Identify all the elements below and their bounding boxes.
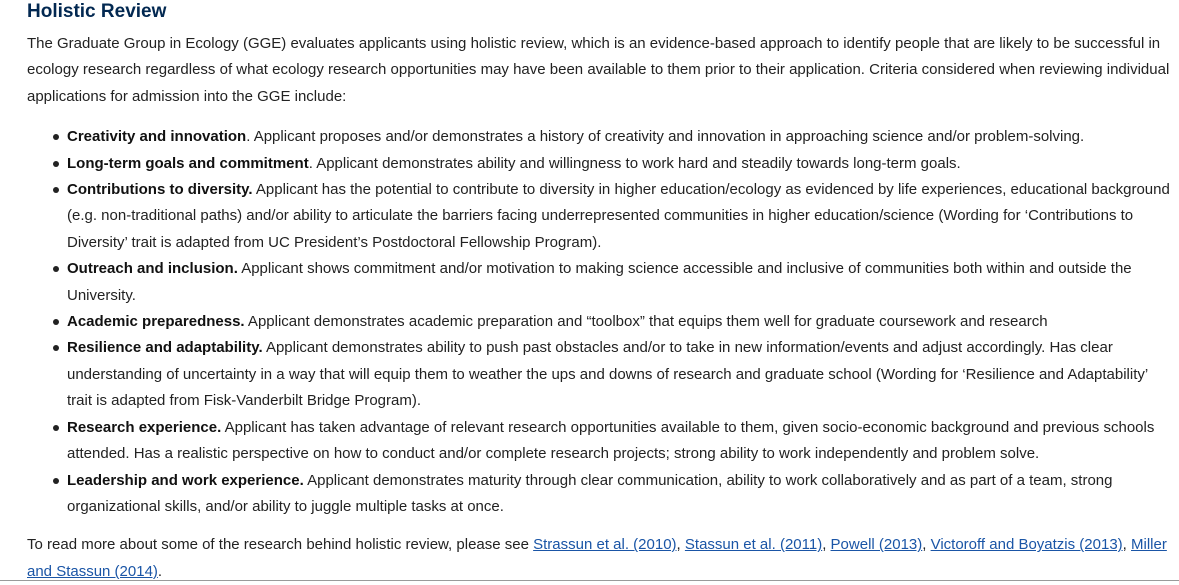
references-end: . [157,562,163,580]
criteria-term: Academic preparedness. [67,313,245,331]
criteria-desc: Applicant has the potential to contribute to diversity in higher education/ecology as evidenced by life experiences, educational background (e.g. non-traditional paths) and/or ability to articulate the barriers facing underrepresented communities in higher education/science (Wording for ‘Contributions to Diversity’ trait is adapted from UC President’s Postdoctoral Fellowship Program). [67,181,1170,251]
criteria-term: Outreach and inclusion. [67,260,238,278]
criteria-item-diversity [67,177,1172,256]
criteria-term: Leadership and work experience. [67,471,304,489]
criteria-term: Contributions to diversity. [67,181,253,199]
criteria-item-outreach [67,256,1172,309]
link-powell-2013[interactable]: Powell (2013) [830,536,923,554]
bullet-icon [53,345,59,351]
criteria-item-research [67,415,1172,468]
criteria-list [27,124,1172,520]
criteria-item-resilience [67,335,1172,414]
criteria-term: Resilience and adaptability. [67,339,263,357]
separator: , [822,536,831,554]
criteria-item-long-term-goals [67,151,1172,177]
criteria-desc: Applicant demonstrates ability to push past obstacles and/or to take in new information/events and adjust accordingly. Has clear understanding of uncertainty in a way that will equip them to weather the ups and downs of research and graduate school (Wording for ‘Resilience and Adaptability’ trait is adapted from Fisk-Vanderbilt Bridge Program). [67,339,1148,410]
separator: , [922,536,931,554]
bullet-icon [53,161,59,167]
criteria-desc: . Applicant demonstrates ability and willingness to work hard and steadily towards long-term goals. [308,154,961,172]
criteria-desc: Applicant shows commitment and/or motivation to making science accessible and inclusive of communities both within and outside the University. [67,260,1132,304]
section-heading: Holistic Review [27,1,167,22]
bullet-icon [53,319,59,325]
bullet-icon [53,266,59,272]
link-stassun-2011[interactable]: Stassun et al. (2011) [684,536,823,554]
references-paragraph [27,532,1172,585]
separator: , [1122,536,1132,554]
criteria-item-academic [67,309,1172,335]
bullet-icon [53,134,59,140]
link-strassun-2010[interactable]: Strassun et al. (2010) [533,536,677,554]
bullet-icon [53,187,59,193]
criteria-term: Creativity and innovation [67,128,247,146]
intro-paragraph: The Graduate Group in Ecology (GGE) evaluates applicants using holistic review, which is an evidence-based approach to identify people that are likely to be successful in ecology research regardless of what ecology research opportunities may have been available to them prior to their application. Criteria considered when reviewing individual applications for admission into the GGE include: [27,35,1170,105]
link-victoroff-boyatzis-2013[interactable]: Victoroff and Boyatzis (2013) [930,536,1123,554]
holistic-review-section [27,0,1172,585]
criteria-term: Long-term goals and commitment [67,154,309,172]
criteria-desc: . Applicant proposes and/or demonstrates a history of creativity and innovation in approaching science and/or problem-solving. [246,128,1085,146]
bullet-icon [53,478,59,484]
link-miller-stassun-2014[interactable]: Miller and Stassun (2014) [27,536,1167,580]
criteria-item-creativity [67,124,1172,150]
bullet-icon [53,425,59,431]
criteria-desc: Applicant demonstrates academic preparation and “toolbox” that equips them well for graduate coursework and research [244,313,1048,331]
separator: , [676,536,685,554]
references-lead: To read more about some of the research behind holistic review, please see [27,536,534,554]
criteria-desc: Applicant demonstrates maturity through clear communication, ability to work collaboratively and as part of a team, strong organizational skills, and/or ability to juggle multiple tasks at once. [67,471,1113,515]
criteria-item-leadership [67,468,1172,521]
criteria-desc: Applicant has taken advantage of relevant research opportunities available to them, given socio-economic background and previous schools attended. Has a realistic perspective on how to conduct and/or complete research projects; strong ability to work independently and problem solve. [67,418,1155,463]
criteria-term: Research experience. [67,418,222,436]
